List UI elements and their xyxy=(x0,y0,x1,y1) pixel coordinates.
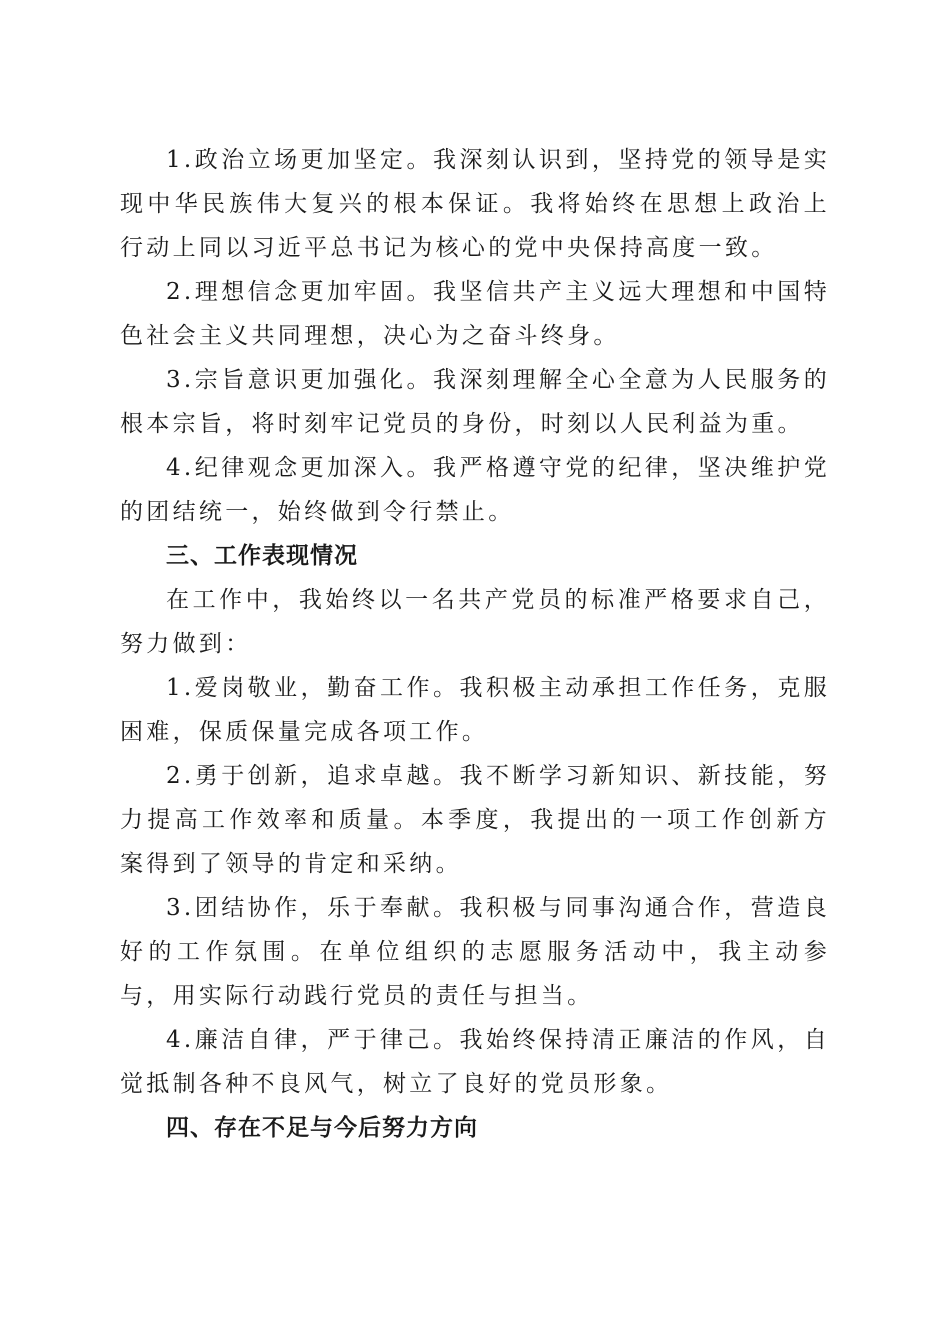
section-heading-work-performance: 三、工作表现情况 xyxy=(166,543,358,569)
paragraph-ideals-beliefs: 2.理想信念更加牢固。我坚信共产主义远大理想和中国特色社会主义共同理想，决心为之奋斗终身。 xyxy=(120,279,830,349)
paragraph-work-intro: 在工作中，我始终以一名共产党员的标准严格要求自己，努力做到： xyxy=(120,587,830,657)
paragraph-innovation: 2.勇于创新，追求卓越。我不断学习新知识、新技能，努力提高工作效率和质量。本季度，我提出的一项工作创新方案得到了领导的肯定和采纳。 xyxy=(120,763,830,877)
document-body xyxy=(120,138,830,1150)
paragraph-discipline: 4.纪律观念更加深入。我严格遵守党的纪律，坚决维护党的团结统一，始终做到令行禁止。 xyxy=(120,455,830,525)
paragraph-political-stance: 1.政治立场更加坚定。我深刻认识到，坚持党的领导是实现中华民族伟大复兴的根本保证。我将始终在思想上政治上行动上同以习近平总书记为核心的党中央保持高度一致。 xyxy=(120,147,830,261)
paragraph-teamwork: 3.团结协作，乐于奉献。我积极与同事沟通合作，营造良好的工作氛围。在单位组织的志愿服务活动中，我主动参与，用实际行动践行党员的责任与担当。 xyxy=(120,895,830,1009)
paragraph-dedication: 1.爱岗敬业，勤奋工作。我积极主动承担工作任务，克服困难，保质保量完成各项工作。 xyxy=(120,675,830,745)
paragraph-purpose-awareness: 3.宗旨意识更加强化。我深刻理解全心全意为人民服务的根本宗旨，将时刻牢记党员的身份，时刻以人民利益为重。 xyxy=(120,367,830,437)
paragraph-integrity: 4.廉洁自律，严于律己。我始终保持清正廉洁的作风，自觉抵制各种不良风气，树立了良好的党员形象。 xyxy=(120,1027,830,1097)
section-heading-shortcomings: 四、存在不足与今后努力方向 xyxy=(166,1115,478,1141)
